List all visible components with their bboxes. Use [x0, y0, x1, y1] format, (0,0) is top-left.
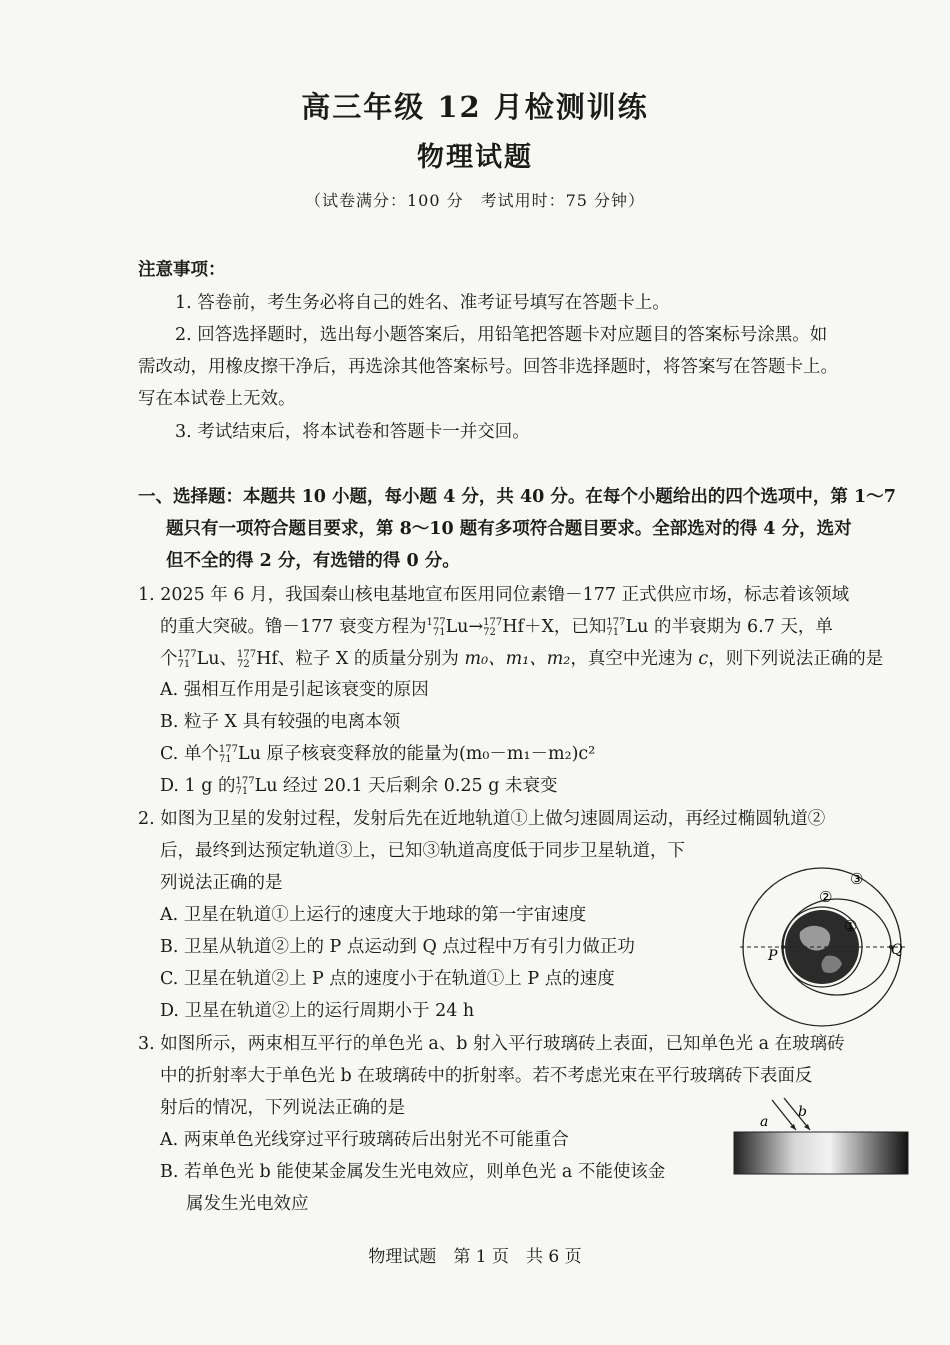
q3-stem-1: 3. 如图所示，两束相互平行的单色光 a、b 射入平行玻璃砖上表面，已知单色光 a 在玻璃砖 [138, 1034, 845, 1054]
orbit-figure [738, 862, 918, 1032]
q1-stem-3: 个 177 71 Lu、 177 72 Hf、粒子 X 的质量分别为 m₀、m₁、m₂，真空中光速为 c，则下列说法正确的是 [160, 648, 884, 670]
q1-stem-1: 1. 2025 年 6 月，我国秦山核电基地宣布医用同位素镥－177 正式供应市场，标志着该领域 [138, 585, 850, 605]
q3-stem-2: 中的折射率大于单色光 b 在玻璃砖中的折射率。若不考虑光束在平行玻璃砖下表面反 [160, 1066, 813, 1086]
q1-stem-2: 的重大突破。镥－177 衰变方程为 177 71 Lu→ 177 72 Hf＋X，已知 177 71 Lu 的半衰期为 6.7 天，单 [160, 616, 833, 638]
notice-item-2-cont: 需改动，用橡皮擦干净后，再选涂其他答案标号。回答非选择题时，将答案写在答题卡上。 [138, 357, 838, 377]
section-instructions-2: 题只有一项符合题目要求，第 8～10 题有多项符合题目要求。全部选对的得 4 分，选对 [166, 519, 852, 539]
notice-item-2-end: 写在本试卷上无效。 [138, 389, 296, 409]
label-b: b [798, 1104, 807, 1120]
q2-stem-2: 后，最终到达预定轨道③上，已知③轨道高度低于同步卫星轨道，下 [160, 841, 685, 861]
q3-stem-3: 射后的情况，下列说法正确的是 [160, 1098, 405, 1118]
q1-option-d: D. 1 g 的 177 71 Lu 经过 20.1 天后剩余 0.25 g 未衰变 [160, 775, 558, 797]
notice-item-1: 1. 答卷前，考生务必将自己的姓名、准考证号填写在答题卡上。 [175, 293, 670, 313]
q3-option-a: A. 两束单色光线穿过平行玻璃砖后出射光不可能重合 [160, 1130, 569, 1150]
q2-stem-1: 2. 如图为卫星的发射过程，发射后先在近地轨道①上做匀速圆周运动，再经过椭圆轨道② [138, 809, 826, 829]
q2-option-a: A. 卫星在轨道①上运行的速度大于地球的第一宇宙速度 [160, 905, 587, 925]
q1-option-a: A. 强相互作用是引起该衰变的原因 [160, 680, 429, 700]
glass-brick-figure [728, 1094, 918, 1184]
section-instructions-1: 一、选择题：本题共 10 小题，每小题 4 分，共 40 分。在每个小题给出的四个选项中，第 1～7 [138, 487, 896, 507]
label-p: P [768, 948, 778, 964]
subject-title: 物理试题 [417, 142, 533, 173]
q2-option-d: D. 卫星在轨道②上的运行周期小于 24 h [160, 1001, 475, 1021]
exam-title: 高三年级 12 月检测训练 [301, 90, 649, 124]
label-orbit-1: ① [844, 917, 858, 935]
q1-option-c: C. 单个 177 71 Lu 原子核衰变释放的能量为(m₀－m₁－m₂)c² [160, 743, 596, 765]
q3-option-b-cont: 属发生光电效应 [186, 1194, 309, 1214]
exam-info: （试卷满分：100 分 考试用时：75 分钟） [304, 191, 646, 210]
notice-item-2: 2. 回答选择题时，选出每小题答案后，用铅笔把答题卡对应题目的答案标号涂黑。如 [175, 325, 828, 345]
q3-option-b: B. 若单色光 b 能使某金属发生光电效应，则单色光 a 不能使该金 [160, 1162, 666, 1182]
label-a: a [760, 1114, 769, 1130]
label-orbit-3: ③ [850, 870, 864, 888]
q2-option-b: B. 卫星从轨道②上的 P 点运动到 Q 点过程中万有引力做正功 [160, 937, 635, 957]
q2-stem-3: 列说法正确的是 [160, 873, 283, 893]
section-instructions-3: 但不全的得 2 分，有选错的得 0 分。 [166, 551, 460, 571]
page-footer: 物理试题 第 1 页 共 6 页 [368, 1247, 582, 1267]
label-q: Q [891, 942, 903, 958]
q2-option-c: C. 卫星在轨道②上 P 点的速度小于在轨道①上 P 点的速度 [160, 969, 615, 989]
glass-brick [734, 1132, 908, 1174]
label-orbit-2: ② [819, 888, 833, 906]
notice-heading: 注意事项： [138, 260, 226, 280]
q1-option-b: B. 粒子 X 具有较强的电离本领 [160, 712, 401, 732]
notice-item-3: 3. 考试结束后，将本试卷和答题卡一并交回。 [175, 422, 530, 442]
